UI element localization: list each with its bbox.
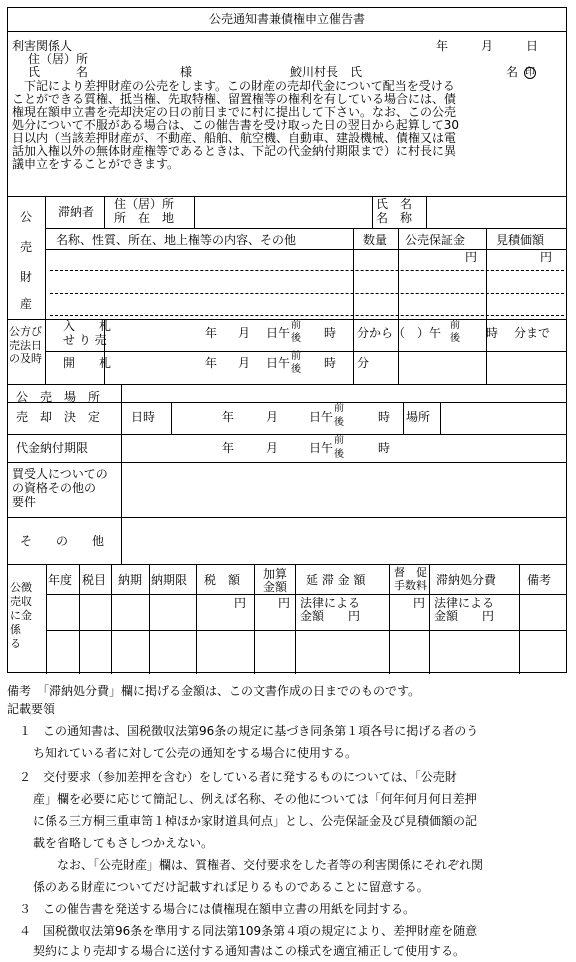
divider [149, 564, 150, 674]
decision-datetime-label: 日時 [131, 410, 156, 424]
schedule-hour: 時 [324, 326, 337, 340]
date-year-label: 年 [436, 39, 449, 53]
note-line: ３ この催告書を発送する場合には債権現在額申立書の用紙を同封する。 [19, 902, 416, 916]
decision-year: 年 [222, 410, 235, 424]
divider [426, 196, 427, 228]
note-line: なお、「公売財産」欄は、質権者、交付要求をした者等の利害関係にそれぞれ関 [57, 858, 484, 872]
schedule-side-label: 公方び [9, 325, 42, 338]
addressee-address-label: 住（居）所 [28, 52, 89, 66]
divider [8, 564, 566, 565]
property-side-char: 売 [20, 240, 33, 254]
intro-line: 権現在額申立書を売却決定の日の前日までに村に提出して下さい。なお、この公売 [12, 105, 457, 119]
note-line: 載を省略してもさしつかえない。 [33, 836, 214, 850]
property-side-char: 公 [20, 210, 33, 224]
delinquency-legal-note: 金額 円 [300, 609, 361, 623]
taxpayer-location-label: 所 在 地 [114, 211, 175, 225]
divider [8, 434, 566, 435]
disposition-legal-note: 法律による [434, 596, 495, 610]
schedule-month: 月 [238, 326, 251, 340]
divider [45, 228, 566, 229]
divider [46, 564, 47, 674]
decision-day-pm: 日午 [309, 410, 334, 424]
arrears-due-date-header: 納期限 [151, 573, 188, 587]
divider [372, 196, 373, 228]
decision-am: 前 [334, 403, 344, 414]
arrears-side-label: る [10, 637, 21, 650]
dashed-rule [50, 315, 564, 316]
arrears-side-label: 公徴 [10, 581, 32, 594]
intro-line: 議申立をすることができます。 [12, 157, 180, 171]
dashed-rule [50, 293, 564, 294]
divider [104, 196, 105, 228]
sender-label: 鮫川村長 氏 [290, 65, 363, 79]
addressee-label: 利害関係人 [12, 39, 73, 53]
property-estimate-header: 見積価額 [496, 233, 545, 247]
deadline-hour: 時 [378, 441, 391, 455]
divider [8, 384, 566, 385]
buyer-requirements-label: 買受人についての [12, 467, 108, 481]
notes-heading: 記載要領 [7, 702, 56, 716]
schedule-end-pm: 後 [450, 333, 460, 344]
schedule-side-label: の及時 [9, 352, 42, 365]
divider [171, 402, 172, 434]
opening-day-pm: 日午 [266, 356, 291, 370]
taxpayer-title-label: 名 称 [376, 211, 413, 225]
arrears-tax-amount-header: 税 額 [204, 573, 241, 587]
divider [194, 196, 195, 228]
divider [429, 564, 430, 674]
fee-yen-unit: 円 [413, 596, 426, 610]
delinquency-legal-note: 法律による [300, 596, 361, 610]
divider [45, 249, 566, 250]
arrears-disposition-header: 滞納処分費 [436, 573, 497, 587]
form-title: 公売通知書兼債権申立催告書 [208, 12, 365, 26]
note-line: ち知れている者に対して公売の通知をする場合に使用する。 [33, 746, 358, 760]
schedule-day-pm: 日午 [266, 326, 291, 340]
divider [111, 564, 112, 674]
note-line: ４ 国税徴収法第96条を準用する同法第109条第４項の規定により、差押財産を随意 [19, 924, 478, 938]
buyer-requirements-label: の資格その他の [12, 481, 97, 495]
intro-line: 話加入権以外の無体財産権等であるときは、下記の代金納付期限まで）に村長に異 [12, 144, 457, 158]
divider [440, 402, 441, 434]
tender-label: 入 札 [63, 319, 112, 333]
opening-pm: 後 [291, 364, 301, 375]
deadline-year: 年 [222, 441, 235, 455]
property-deposit-header: 公売保証金 [405, 233, 466, 247]
intro-line: 処分について不服がある場合は、この催告書を受け取った日の翌日から起算して30 [12, 118, 460, 132]
arrears-remarks-header: 備考 [527, 573, 552, 587]
schedule-minute-until: 分まで [514, 326, 551, 340]
sale-decision-label: 売 却 決 定 [16, 410, 101, 424]
deadline-day-pm: 日午 [309, 441, 334, 455]
dashed-rule [50, 270, 564, 271]
intro-line: ことができる質権、抵当権、先取特権、留置権等の権利を有している場合には、債 [12, 92, 457, 106]
divider [45, 196, 46, 384]
arrears-fee-header: 手数料 [394, 579, 427, 592]
arrears-side-label: 売収 [10, 595, 32, 608]
property-qty-header: 数量 [363, 233, 388, 247]
opening-year: 年 [205, 356, 218, 370]
intro-line: 下記により差押財産の公売をします。この財産の売却代金について配当を受ける [12, 79, 455, 93]
divider [254, 564, 255, 674]
divider [8, 517, 566, 518]
remark-text: 備考 「滞納処分費」欄に掲げる金額は、この文書作成の日までのものです。 [7, 684, 421, 698]
seal-mark: 印 [525, 67, 535, 78]
divider [398, 228, 399, 384]
tax-yen-unit: 円 [234, 596, 247, 610]
payment-deadline-label: 代金納付期限 [16, 441, 89, 455]
date-day-label: 日 [526, 39, 539, 53]
schedule-pm: 後 [291, 333, 301, 344]
divider [353, 228, 354, 384]
deposit-yen-unit: 円 [465, 250, 478, 264]
divider [196, 564, 197, 674]
divider [121, 384, 122, 462]
additional-yen-unit: 円 [278, 596, 291, 610]
note-line: に係る三方桐三重車笥１棹ほか家財道具何点」とし、公売保証金及び見積価額の記 [33, 814, 478, 828]
property-desc-header: 名称、性質、所在、地上権等の内容、その他 [56, 233, 297, 247]
arrears-side-label: 係 [10, 623, 21, 636]
bid-opening-label: 開 札 [63, 356, 112, 370]
arrears-fee-header: 督 促 [394, 566, 427, 579]
schedule-year: 年 [205, 326, 218, 340]
divider [8, 31, 566, 32]
divider [295, 564, 296, 674]
other-label: そ の 他 [20, 534, 105, 548]
divider [46, 594, 566, 595]
note-line: ２ 交付要求（参加差押を含む）をしている者に発するものについては、「公売財 [19, 770, 457, 784]
taxpayer-address-label: 住（居）所 [114, 197, 175, 211]
taxpayer-name-label: 氏 名 [376, 197, 413, 211]
opening-month: 月 [238, 356, 251, 370]
note-line: 産」欄を必要に応じて簡記し、例えば名称、その他については「何年何月何日差押 [33, 792, 477, 806]
arrears-period-header: 納期 [118, 573, 143, 587]
divider [403, 402, 404, 434]
property-side-char: 産 [20, 297, 33, 311]
divider [8, 196, 566, 197]
arrears-additional-header: 金額 [263, 580, 288, 594]
decision-place-label: 場所 [406, 410, 431, 424]
decision-hour: 時 [378, 410, 391, 424]
divider [389, 564, 390, 674]
disposition-legal-note: 金額 円 [434, 609, 495, 623]
schedule-am: 前 [291, 320, 301, 331]
note-line: 係のある財産についてだけ記載すれば足りるものであることに留意する。 [33, 880, 429, 894]
note-line: 契約により売却する場合に送付する通知書はこの様式を適宜補正して使用する。 [33, 944, 466, 958]
opening-minute: 分 [357, 356, 370, 370]
divider [486, 228, 487, 384]
intro-line: 日以内（当該差押財産が、不動産、船舶、航空機、自動車、建設機械、債権又は電 [12, 131, 457, 145]
arrears-tax-item-header: 税目 [82, 573, 107, 587]
arrears-fiscal-year-header: 年度 [48, 573, 73, 587]
estimate-yen-unit: 円 [540, 250, 553, 264]
auction-place-label: 公 売 場 所 [16, 390, 101, 404]
arrears-additional-header: 加算 [263, 567, 288, 581]
divider [8, 462, 566, 463]
schedule-side-label: 売法日 [9, 339, 42, 352]
divider [8, 402, 566, 403]
note-line: １ この通知書は、国税徴収法第96条の規定に基づき同条第１項各号に掲げる者のう [19, 724, 479, 738]
schedule-minute-from: 分から（ ）午 [357, 326, 442, 340]
schedule-end-hour: 時 [486, 326, 499, 340]
deadline-am: 前 [334, 435, 344, 446]
divider [46, 630, 566, 631]
deadline-month: 月 [266, 441, 279, 455]
sender-name-label: 名 [506, 65, 519, 79]
divider [121, 462, 122, 564]
decision-month: 月 [266, 410, 279, 424]
buyer-requirements-label: 要件 [12, 495, 37, 509]
notice-form [7, 7, 567, 673]
decision-pm: 後 [334, 417, 344, 428]
divider [45, 351, 566, 352]
auction-label: せ り 売 [63, 333, 107, 347]
property-side-char: 財 [20, 270, 33, 284]
deadline-pm: 後 [334, 449, 344, 460]
addressee-name-label: 氏 名 [28, 65, 89, 79]
sama-label: 様 [180, 65, 193, 79]
arrears-side-label: に金 [10, 609, 32, 622]
schedule-end-am: 前 [450, 320, 460, 331]
date-month-label: 月 [481, 39, 494, 53]
taxpayer-label: 滞納者 [58, 205, 95, 219]
opening-am: 前 [291, 351, 301, 362]
divider [519, 564, 520, 674]
opening-hour: 時 [324, 356, 337, 370]
divider [79, 564, 80, 674]
arrears-delinquency-header: 延 滞 金 額 [306, 573, 366, 587]
